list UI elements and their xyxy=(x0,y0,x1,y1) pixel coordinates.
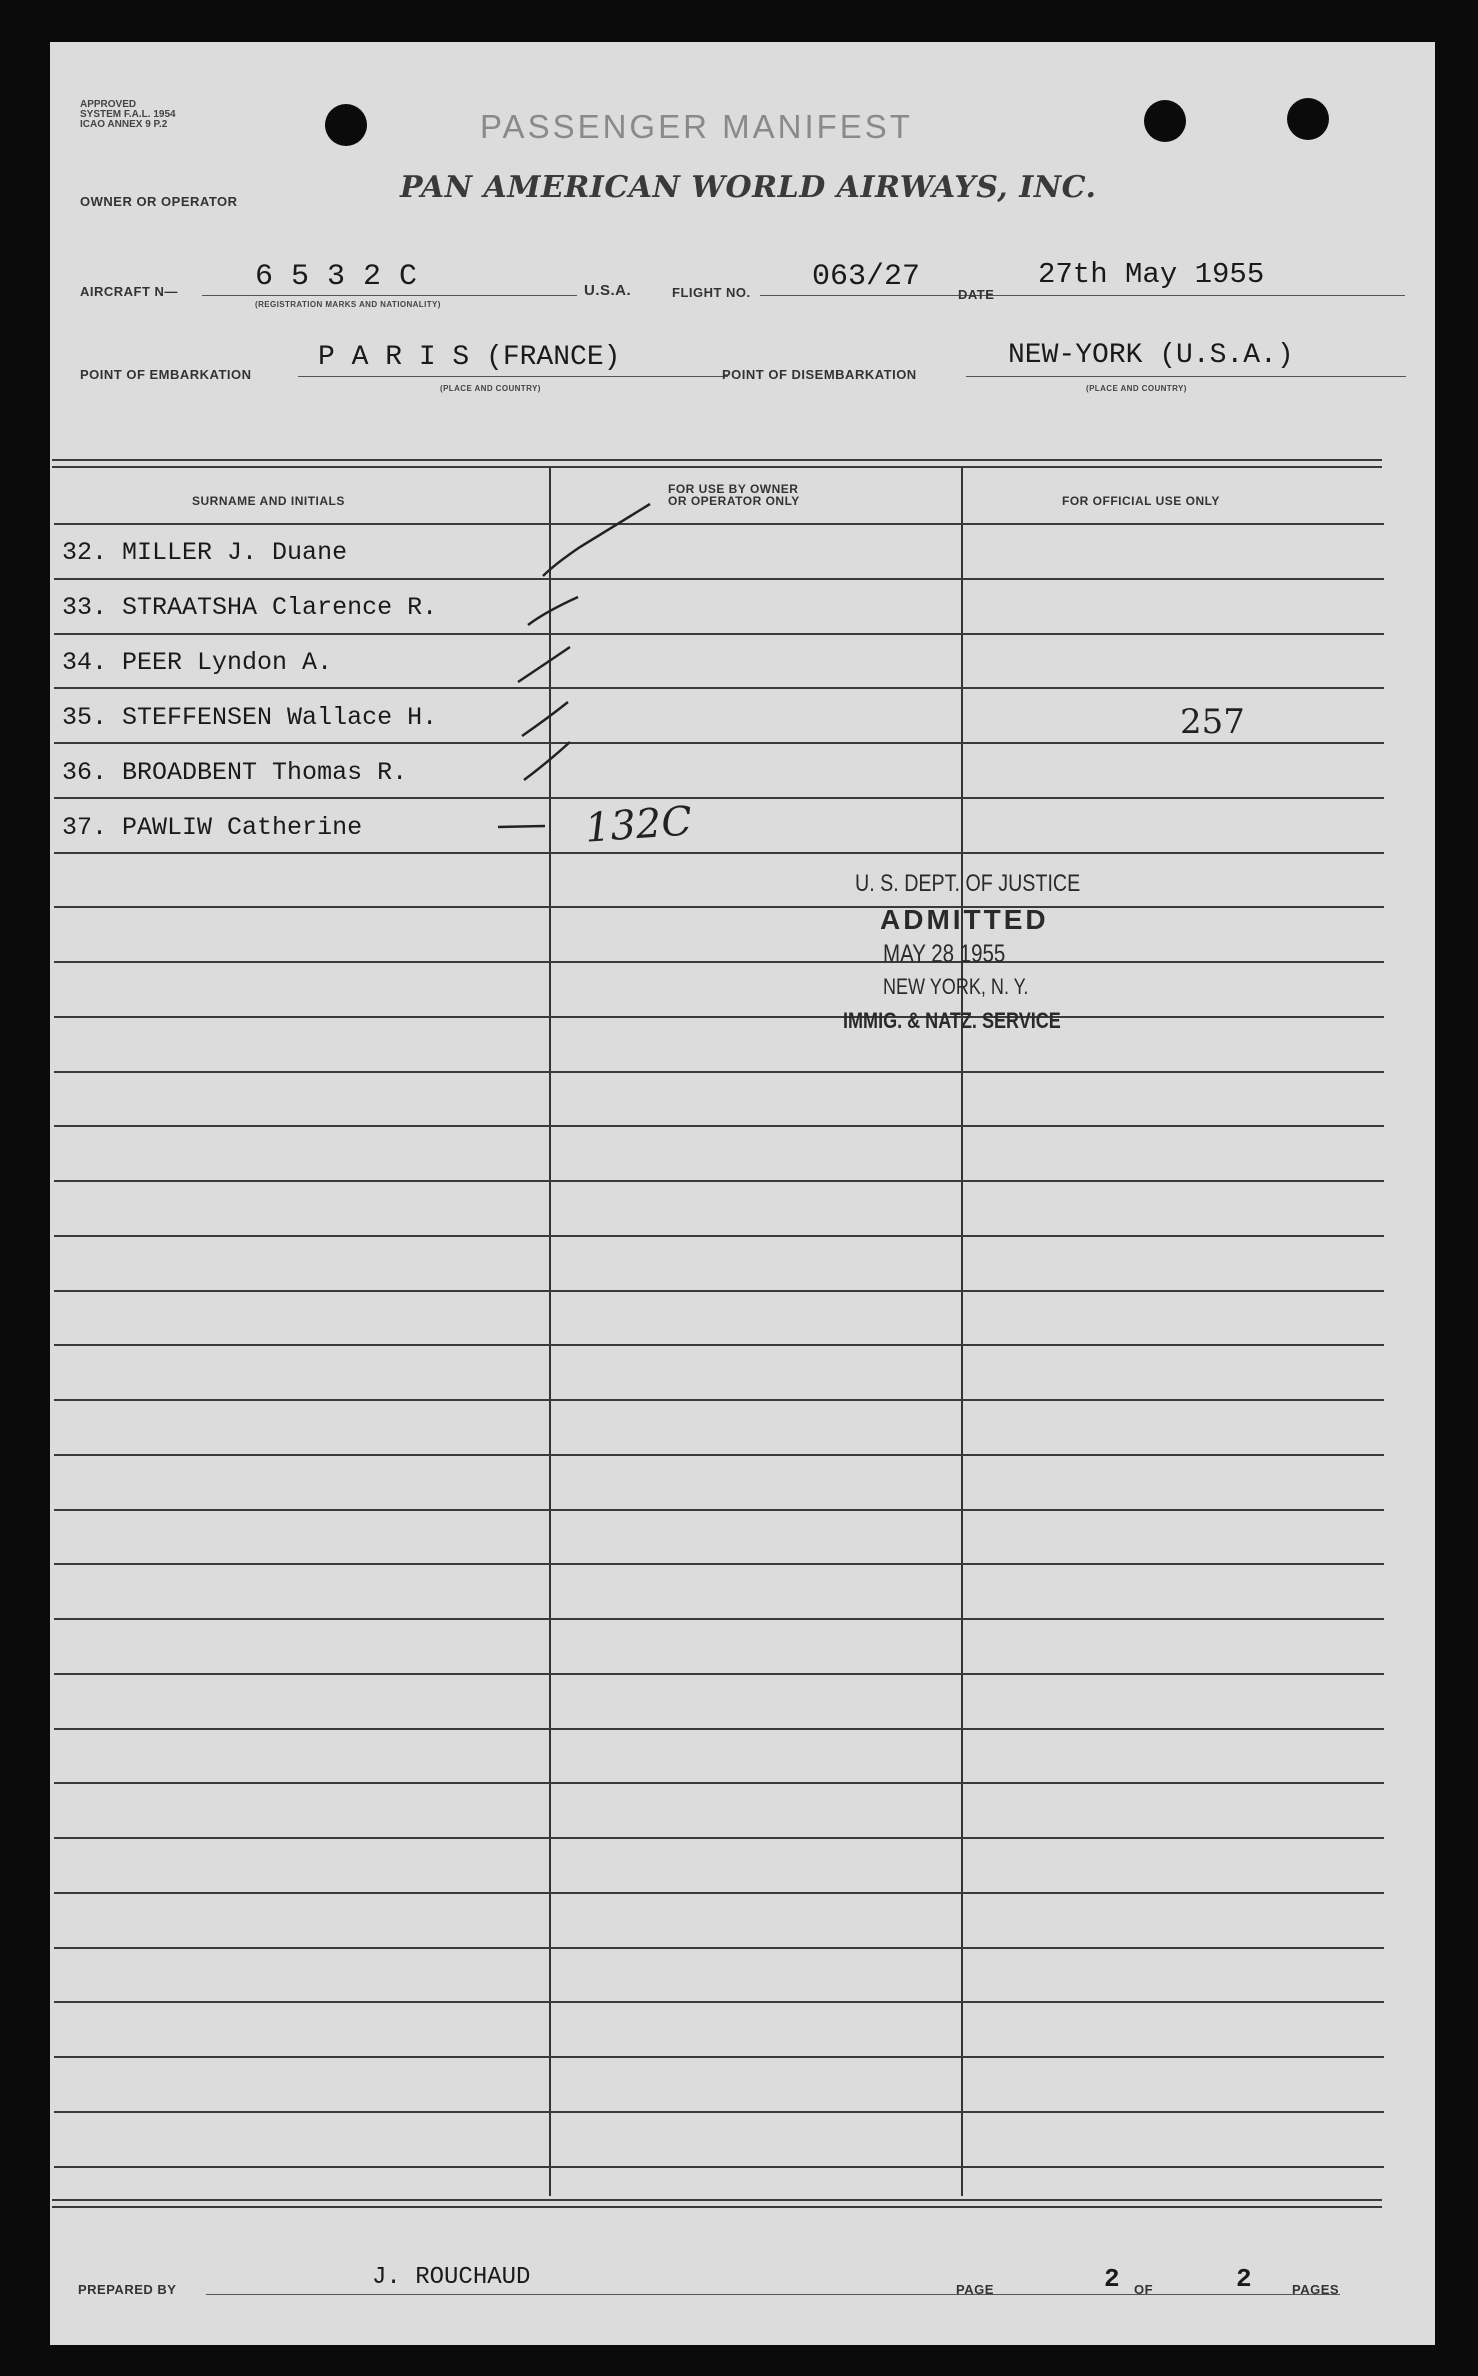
stamp-line: MAY 28 1955 xyxy=(883,940,1006,968)
prepared-underline xyxy=(206,2294,1006,2295)
check-mark-icon xyxy=(518,647,570,682)
official-number: 257 xyxy=(1180,702,1245,742)
of-label: OF xyxy=(1134,2282,1154,2297)
table-row xyxy=(54,1673,1384,1675)
disembark-label: POINT OF DISEMBARKATION xyxy=(722,367,917,382)
stamp-line: NEW YORK, N. Y. xyxy=(883,974,1029,999)
approved-line: ICAO ANNEX 9 P.2 xyxy=(80,119,168,130)
passenger-name: STRAATSHA Clarence R. xyxy=(122,593,438,622)
operator-note: 132C xyxy=(583,798,694,852)
table-row xyxy=(54,1947,1384,1949)
aircraft-value: 6 5 3 2 C xyxy=(255,260,418,294)
table-row xyxy=(54,1235,1384,1237)
embark-sublabel: (PLACE AND COUNTRY) xyxy=(440,384,541,393)
table-row xyxy=(54,1290,1384,1292)
page-label: PAGE xyxy=(956,2282,994,2297)
table-row xyxy=(54,1180,1384,1182)
check-mark-icon xyxy=(543,504,650,576)
prepared-label: PREPARED BY xyxy=(78,2282,177,2297)
date-value: 27th May 1955 xyxy=(1038,258,1265,291)
check-marks xyxy=(50,42,1435,942)
approved-line: SYSTEM F.A.L. 1954 xyxy=(80,109,176,120)
page-value: 2 xyxy=(1104,2264,1120,2294)
usa-label: U.S.A. xyxy=(584,282,632,299)
flight-value: 063/27 xyxy=(812,260,921,294)
column-header-official: FOR OFFICIAL USE ONLY xyxy=(1062,494,1220,508)
table-row xyxy=(54,1125,1384,1127)
check-mark-icon xyxy=(524,742,570,780)
manifest-page xyxy=(50,42,1435,2345)
dash-mark-icon xyxy=(498,826,545,827)
passenger-number: 34. xyxy=(62,648,108,677)
prepared-value: J. ROUCHAUD xyxy=(372,2264,531,2291)
aircraft-sublabel: (REGISTRATION MARKS AND NATIONALITY) xyxy=(255,300,441,309)
passenger-number: 32. xyxy=(62,538,108,567)
passenger-name: PAWLIW Catherine xyxy=(122,813,363,842)
passenger-number: 37. xyxy=(62,813,108,842)
column-header-operator-line1: FOR USE BY OWNER xyxy=(668,482,799,496)
passenger-name: BROADBENT Thomas R. xyxy=(122,758,408,787)
table-row xyxy=(54,2166,1384,2168)
check-mark-icon xyxy=(522,702,568,736)
owner-label: OWNER OR OPERATOR xyxy=(80,194,238,209)
table-row xyxy=(54,1892,1384,1894)
page-title: PASSENGER MANIFEST xyxy=(480,108,913,145)
disembark-sublabel: (PLACE AND COUNTRY) xyxy=(1086,384,1187,393)
owner-value: PAN AMERICAN WORLD AIRWAYS, INC. xyxy=(400,170,1097,205)
table-bottom-rule xyxy=(52,2199,1382,2201)
approved-line: APPROVED xyxy=(80,99,137,110)
table-row xyxy=(54,1399,1384,1401)
embark-label: POINT OF EMBARKATION xyxy=(80,367,252,382)
embark-value: P A R I S (FRANCE) xyxy=(318,342,621,373)
table-row xyxy=(54,1782,1384,1784)
of-value: 2 xyxy=(1236,2264,1252,2294)
table-row xyxy=(54,2111,1384,2113)
table-row xyxy=(54,1618,1384,1620)
stamp-line: U. S. DEPT. OF JUSTICE xyxy=(855,870,1081,897)
table-row xyxy=(54,1837,1384,1839)
passenger-number: 35. xyxy=(62,703,108,732)
table-row xyxy=(54,1728,1384,1730)
table-row xyxy=(54,1509,1384,1511)
pages-label: PAGES xyxy=(1292,2282,1340,2297)
date-label: DATE xyxy=(958,287,995,302)
table-row xyxy=(54,2001,1384,2003)
table-row xyxy=(54,1344,1384,1346)
column-header-operator-line2: OR OPERATOR ONLY xyxy=(668,494,800,508)
flight-label: FLIGHT NO. xyxy=(672,285,751,300)
passenger-name: PEER Lyndon A. xyxy=(122,648,333,677)
passenger-number: 33. xyxy=(62,593,108,622)
table-row xyxy=(54,1454,1384,1456)
passenger-name: MILLER J. Duane xyxy=(122,538,348,567)
aircraft-label: AIRCRAFT N— xyxy=(80,284,178,299)
table-row xyxy=(54,1016,1384,1018)
stamp-line: ADMITTED xyxy=(880,904,1049,935)
passenger-name: STEFFENSEN Wallace H. xyxy=(122,703,438,732)
stamp-line: IMMIG. & NATZ. SERVICE xyxy=(843,1008,1061,1033)
column-header-surname: SURNAME AND INITIALS xyxy=(192,494,345,508)
table-bottom-rule xyxy=(52,2206,1382,2208)
check-mark-icon xyxy=(528,597,578,625)
table-row xyxy=(54,2056,1384,2058)
table-row xyxy=(54,961,1384,963)
table-row xyxy=(54,1071,1384,1073)
table-row xyxy=(54,1563,1384,1565)
passenger-number: 36. xyxy=(62,758,108,787)
disembark-value: NEW-YORK (U.S.A.) xyxy=(1008,340,1294,371)
